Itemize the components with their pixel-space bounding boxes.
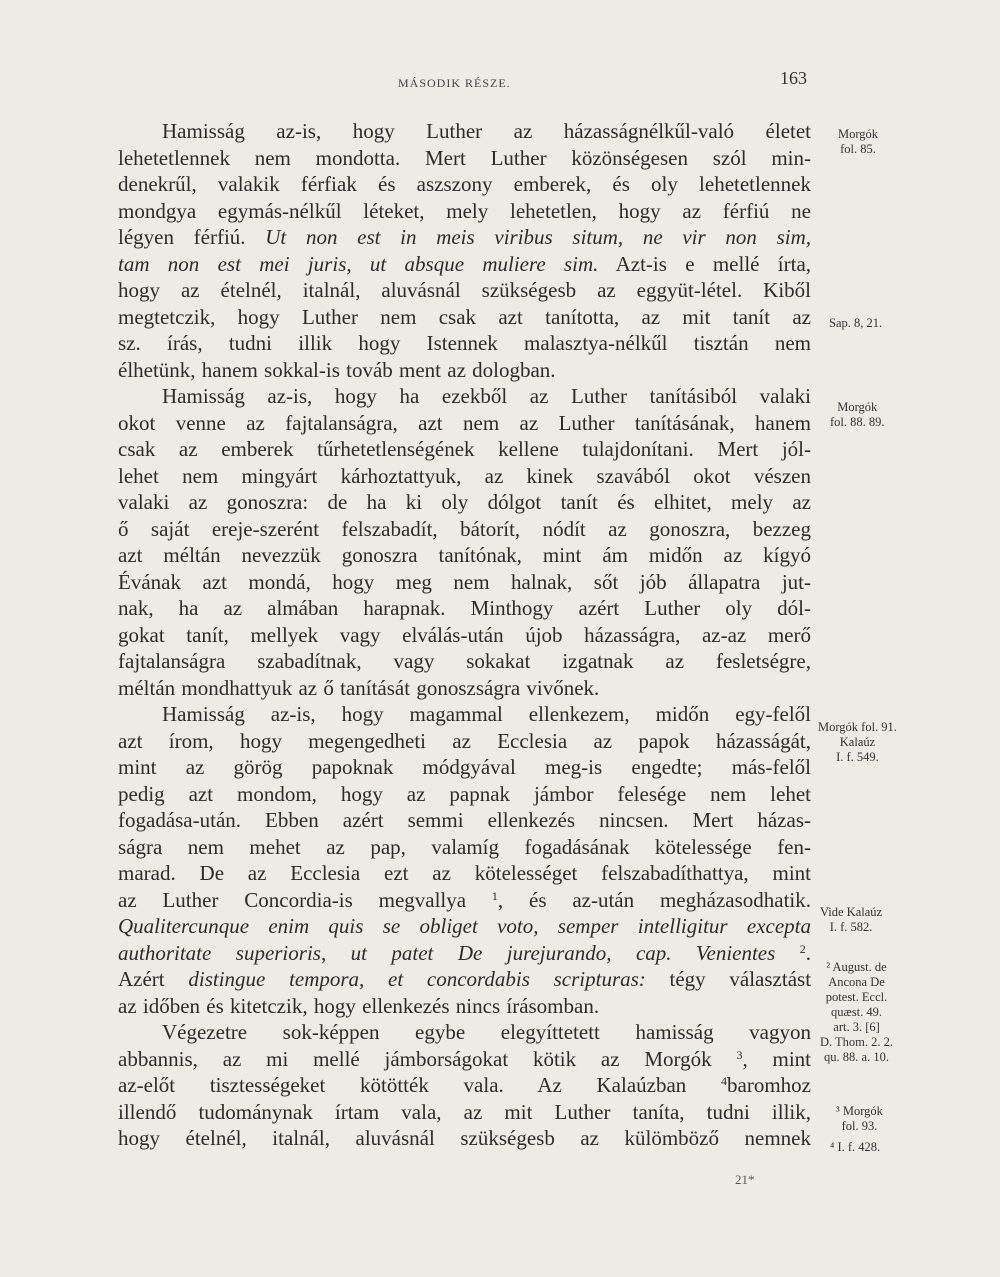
- text-line: [118, 887, 811, 914]
- text-line: [118, 251, 811, 278]
- line-text: marad. De az Ecclesia ezt az kötelességet felszabadíthattya, mint: [118, 861, 811, 885]
- margin-note-line: ² August. de: [826, 960, 887, 974]
- text-line: [118, 330, 811, 357]
- text-line: [118, 569, 811, 596]
- line-text: azt írom, hogy megengedheti az Ecclesia az papok házasságát,: [118, 728, 811, 753]
- footnote-ref: 3: [736, 1047, 743, 1062]
- text-line: [118, 834, 811, 861]
- text-line: [118, 463, 811, 490]
- margin-note-line: potest. Eccl.: [825, 990, 888, 1004]
- text-line: [118, 198, 811, 225]
- line-text: Évának azt mondá, hogy meg nem halnak, sőt jób állapatra jut-: [118, 569, 811, 594]
- line-text: sz. írás, tudni illik hogy Istennek malasztya-nélkűl tisztán nem: [118, 331, 811, 355]
- signature-mark: 21*: [735, 1172, 755, 1187]
- line-text: baromhoz: [727, 1073, 812, 1097]
- text-line: [118, 860, 811, 887]
- line-text: az időben és kitetczik, hogy ellenkezés nincs írásomban.: [118, 993, 600, 1018]
- text-line: [118, 436, 811, 463]
- text-line: [118, 701, 811, 728]
- margin-note: [830, 400, 885, 430]
- text-line: [118, 1046, 811, 1073]
- line-text: az Luther Concordia-is megvallya: [118, 887, 467, 912]
- line-text: Azért: [118, 967, 165, 991]
- margin-note-line: fol. 88. 89.: [830, 415, 885, 429]
- text-line: [118, 304, 811, 331]
- margin-note-line: quæst. 49.: [830, 1005, 883, 1019]
- line-text: denekrűl, valakik férfiak és aszszony emberek, és oly lehetetlennek: [118, 172, 811, 196]
- line-text: lehet nem mingyárt kárhoztattyuk, az kinek szavából okot vészen: [118, 463, 811, 488]
- footnote-ref: 1: [491, 888, 498, 903]
- text-line: [118, 542, 811, 569]
- line-text: hogy ételnél, italnál, aluvásnál szükségesb az külömböző nemnek: [118, 1126, 811, 1150]
- line-text: Hamisság az-is, hogy ha ezekből az Luther tanításiból valaki: [162, 384, 811, 408]
- line-text: Végezetre sok-képpen egybe elegyíttetett hamisság vagyon: [162, 1020, 811, 1044]
- text-line: [118, 648, 811, 675]
- line-text: lehetetlennek nem mondotta. Mert Luther közönségesen szól min-: [118, 145, 811, 170]
- line-text: tégy választást: [669, 967, 812, 991]
- line-text: megtetczik, hogy Luther nem csak azt tanította, az mit tanít az: [118, 304, 811, 329]
- latin-quote: distingue tempora, et concordabis scripturas:: [188, 967, 646, 991]
- text-line: [118, 357, 811, 384]
- text-line: [118, 410, 811, 437]
- margin-note-line: I. f. 549.: [836, 750, 879, 764]
- text-line: [118, 754, 811, 781]
- line-text: , mint: [742, 1046, 811, 1071]
- text-line: [118, 807, 811, 834]
- text-line: [118, 993, 811, 1020]
- margin-note-line: qu. 88. a. 10.: [824, 1050, 889, 1064]
- line-text: nak, ha az almában harapnak. Minthogy azért Luther oly dól-: [118, 596, 811, 620]
- page-number: 163: [780, 68, 807, 88]
- text-line: [118, 1019, 811, 1046]
- margin-note: [836, 1104, 883, 1134]
- line-text: légyen férfiú.: [118, 225, 246, 249]
- line-text: mondgya egymás-nélkűl léteket, mely lehetetlen, hogy az férfiú ne: [118, 198, 811, 223]
- text-line: [118, 118, 811, 145]
- text-line: [118, 966, 811, 993]
- text-line: [118, 489, 811, 516]
- latin-quote: tam non est mei juris, ut absque muliere sim.: [118, 251, 599, 276]
- text-line: [118, 913, 811, 940]
- margin-note-line: Morgók: [838, 127, 879, 141]
- line-text: abbannis, az mi mellé jámborságokat kötik az Morgók: [118, 1046, 712, 1071]
- line-text: ő saját ereje-szerént felszabadít, bátorít, nódít az gonoszra, bezzeg: [118, 516, 811, 541]
- text-line: [118, 277, 811, 304]
- margin-note-line: fol. 93.: [841, 1119, 878, 1133]
- text-line: [118, 940, 811, 967]
- running-head: MÁSODIK RÉSZE.: [398, 76, 511, 90]
- margin-note-line: Sap. 8, 21.: [829, 316, 883, 330]
- line-text: , és az-után megházasodhatik.: [497, 887, 811, 912]
- margin-note: [829, 316, 882, 331]
- footnote-ref: 2: [799, 941, 806, 956]
- margin-note: [818, 720, 897, 765]
- margin-note-line: Kalaúz: [839, 735, 876, 749]
- margin-note-line: Vide Kalaúz: [820, 905, 883, 919]
- latin-quote: authoritate superioris, ut patet De jurejurando, cap. Venientes: [118, 940, 776, 965]
- text-line: [118, 1099, 811, 1126]
- line-text: Hamisság az-is, hogy Luther az házasságnélkűl-való életet: [162, 119, 811, 143]
- text-line: [118, 516, 811, 543]
- line-text: hogy az ételnél, italnál, aluvásnál szükségesb az eggyüt-létel. Kiből: [118, 278, 811, 302]
- text-line: [118, 781, 811, 808]
- text-line: [118, 728, 811, 755]
- text-line: [118, 1125, 811, 1152]
- margin-note-line: D. Thom. 2. 2.: [820, 1035, 894, 1049]
- latin-quote: Ut non est in meis viribus situm, ne vir non sim,: [265, 225, 811, 249]
- line-text: fajtalanságra szabadítnak, vagy sokakat izgatnak az fesletségre,: [118, 649, 811, 673]
- margin-note-line: I. f. 582.: [829, 920, 873, 934]
- line-text: élhetünk, hanem sokkal-is továb ment az dologban.: [118, 357, 556, 382]
- margin-note-line: fol. 85.: [840, 142, 876, 156]
- margin-note: [838, 127, 878, 157]
- text-line: [118, 675, 811, 702]
- margin-note: [820, 960, 893, 1065]
- margin-note-line: art. 3. [6]: [833, 1020, 880, 1034]
- line-text: okot venne az fajtalanságra, azt nem az Luther tanításának, hanem: [118, 410, 811, 435]
- line-text: mint az görög papoknak módgyával meg-is engedte; más-felől: [118, 755, 811, 779]
- text-line: [118, 622, 811, 649]
- margin-note-line: Morgók fol. 91.: [818, 720, 897, 734]
- text-line: [118, 224, 811, 251]
- margin-note: [830, 1140, 880, 1155]
- line-text: pedig azt mondom, hogy az papnak jámbor felesége nem lehet: [118, 781, 811, 806]
- margin-note-line: ⁴ I. f. 428.: [830, 1140, 881, 1154]
- body-text: [118, 118, 811, 1152]
- text-line: [118, 145, 811, 172]
- line-text: azt méltán nevezzük gonoszra tanítónak, mint ám midőn az kígyó: [118, 543, 811, 567]
- line-text: ságra nem mehet az pap, valamíg fogadásának kötelessége fen-: [118, 834, 811, 859]
- text-line: [118, 595, 811, 622]
- line-text: csak az emberek tűrhetetlenségének kellene tulajdonítani. Mert jól-: [118, 437, 811, 461]
- margin-note-line: Ancona De: [828, 975, 885, 989]
- text-line: [118, 171, 811, 198]
- line-text: az-előt tisztességeket kötötték vala. Az Kalaúzban: [118, 1073, 687, 1097]
- line-text: fogadása-után. Ebben azért semmi ellenkezés nincsen. Mert házas-: [118, 808, 811, 832]
- text-line: [118, 1072, 811, 1099]
- line-text: méltán mondhattyuk az ő tanítását gonoszságra vivőnek.: [118, 675, 600, 700]
- line-text: Hamisság az-is, hogy magammal ellenkezem, midőn egy-felől: [162, 702, 811, 726]
- line-text: Azt-is e mellé írta,: [615, 251, 812, 276]
- line-text: valaki az gonoszra: de ha ki oly dólgot tanít és elhitet, mely az: [118, 490, 811, 514]
- line-text: illendő tudománynak írtam vala, az mit Luther taníta, tudni illik,: [118, 1099, 811, 1124]
- margin-note-line: ³ Morgók: [836, 1104, 883, 1118]
- margin-note: [820, 905, 882, 935]
- line-text: .: [805, 940, 811, 965]
- footnote-ref: 4: [721, 1074, 728, 1088]
- line-text: gokat tanít, mellyek vagy elválás-után újob házasságra, az-az merő: [118, 622, 811, 647]
- latin-quote: Qualitercunque enim quis se obliget voto, semper intelligitur excepta: [118, 914, 811, 938]
- margin-note-line: Morgók: [837, 400, 878, 414]
- text-line: [118, 383, 811, 410]
